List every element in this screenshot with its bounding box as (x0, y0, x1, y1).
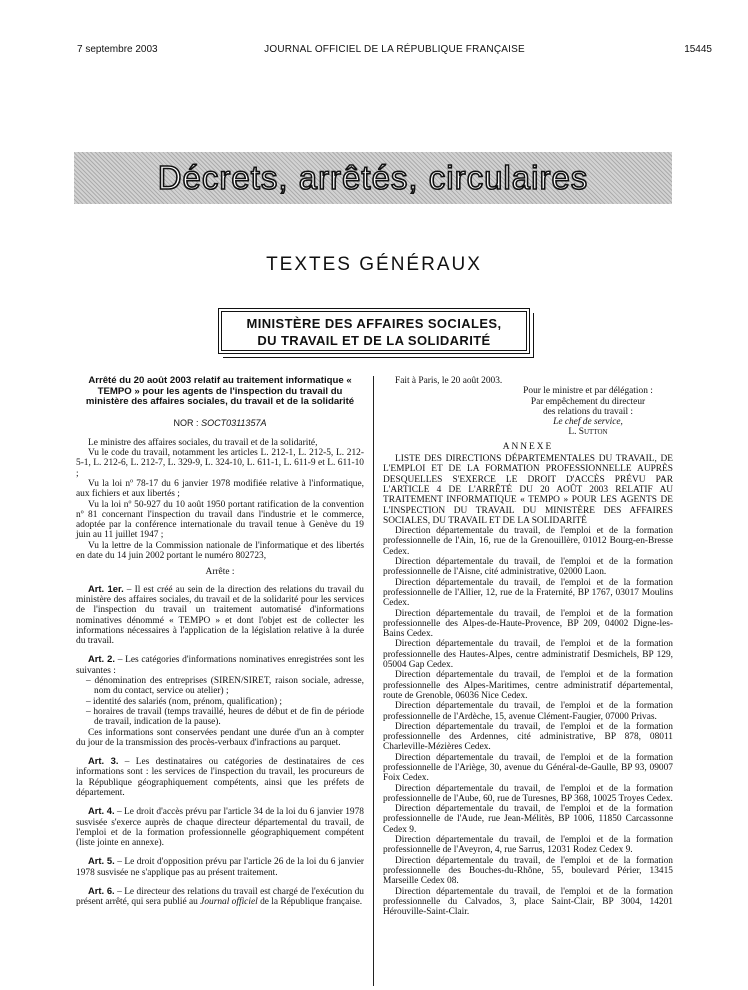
signature-role: Le chef de service, (553, 417, 623, 428)
nor-label: NOR : (173, 417, 199, 428)
article-2-end: Ces informations sont conservées pendant une durée d'un an à compter du jour de la transmission des procès-verbaux d'infractions au parquet. (76, 727, 364, 748)
ministry-box (218, 308, 530, 354)
list-item: – dénomination des entreprises (SIREN/SIRET, raison sociale, adresse, nom du contact, service ou atelier) ; (86, 676, 364, 697)
signature-block (383, 386, 673, 437)
journal-officiel-link-text: Journal officiel (200, 897, 258, 908)
running-header (77, 44, 712, 58)
decree-title: Arrêté du 20 août 2003 relatif au traitement informatique « TEMPO » pour les agents de l'inspection du travail du ministère des affaires sociales, du travail et de la solidarité (85, 375, 355, 407)
article-2-text: – Les catégories d'informations nominatives enregistrées sont les suivantes : (76, 655, 364, 676)
nor-reference (76, 418, 364, 428)
direction-entry: Direction départementale du travail, de l'emploi et de la formation professionnelle du Calvados, 3, place Saint-Clair, BP 3004, 14201 Hérouville-Saint-Clair. (383, 886, 673, 918)
direction-entry: Direction départementale du travail, de l'emploi et de la formation professionnelle des Bouches-du-Rhône, 55, boulevard Périer, 13415 Marseille Cedex 08. (383, 855, 673, 887)
article-4 (76, 806, 364, 848)
article-1 (76, 584, 364, 647)
signature-line: Par empêchement du directeur (530, 396, 646, 407)
article-2-list (76, 676, 364, 727)
article-6-text-b: de la République française. (257, 897, 363, 908)
article-6-label: Art. 6. (88, 885, 115, 897)
ministry-line-1: MINISTÈRE DES AFFAIRES SOCIALES, (246, 316, 502, 331)
ministry-line-2: DU TRAVAIL ET DE LA SOLIDARITÉ (257, 333, 491, 348)
header-journal-title: JOURNAL OFFICIEL DE LA RÉPUBLIQUE FRANÇAISE (264, 44, 525, 55)
article-5-label: Art. 5. (88, 855, 115, 867)
article-1-text: – Il est créé au sein de la direction des relations du travail du ministère des affaires sociales, du travail et de la solidarité pour les services de l'inspection du travail un traitement automatisé d'informations nominatives dénommé « TEMPO » et dont l'objet est de collecter les informations nécessaires à l'application de la législation relative à la durée du travail. (76, 584, 364, 647)
header-date: 7 septembre 2003 (77, 44, 158, 55)
header-page-number: 15445 (684, 44, 712, 55)
intro-paragraph: Vu la loi nº 50-927 du 10 août 1950 portant ratification de la convention nº 81 concernant l'inspection du travail dans l'industrie et le commerce, adoptée par la conférence internationale du travail tenue à Genève du 19 juin au 11 juillet 1947 ; (76, 499, 364, 541)
arrete-heading: Arrête : (205, 567, 235, 578)
article-4-label: Art. 4. (88, 805, 115, 817)
annexe-heading: ANNEXE (502, 441, 554, 452)
article-3-text: – Les destinataires ou catégories de destinataires de ces informations sont : les services de l'inspection du travail, les procureurs de la République géographiquement compétents, ainsi que les préfets de département. (76, 757, 364, 798)
article-3-label: Art. 3. (88, 755, 119, 767)
direction-entry: Direction départementale du travail, de l'emploi et de la formation professionnelle de l'Aude, rue Jean-Mélitès, BP 1006, 11850 Carcassonne Cedex 9. (383, 804, 673, 835)
direction-entry: Direction départementale du travail, de l'emploi et de la formation professionnelle de l'Ardèche, 15, avenue Clément-Faugier, 07000 Privas. (383, 701, 673, 722)
article-6 (76, 886, 364, 908)
intro-paragraph: Vu la lettre de la Commission nationale de l'informatique et des libertés en date du 14 juin 2002 portant le numéro 802723, (76, 540, 364, 562)
column-divider (373, 376, 374, 986)
direction-entry: Direction départementale du travail, de l'emploi et de la formation professionnelle des Ardennes, cité administrative, BP 878, 08011 Charleville-Mézières Cedex. (383, 721, 673, 753)
annexe-title: LISTE DES DIRECTIONS DÉPARTEMENTALES DU TRAVAIL, DE L'EMPLOI ET DE LA FORMATION PROFESSIONNELLE AUPRÈS DESQUELLES S'EXERCE LE DROIT D'ACCÈS PRÉVU PAR L'ARTICLE 4 DE L'ARRÊTÉ DU 20 AOÛT 2003 RELATIF AU TRAITEMENT INFORMATIQUE « TEMPO » POUR LES AGENTS DE L'INSPECTION DU TRAVAIL DU MINISTÈRE DES AFFAIRES SOCIALES, DU TRAVAIL ET DE LA SOLIDARITÉ (383, 454, 673, 526)
intro-paragraph: Vu la loi nº 78-17 du 6 janvier 1978 modifiée relative à l'informatique, aux fichiers et aux libertés ; (76, 478, 364, 500)
rubric-banner-text: Décrets, arrêtés, circulaires (157, 159, 589, 196)
intro-paragraph: Le ministre des affaires sociales, du travail et de la solidarité, (88, 437, 318, 448)
article-6-text-a: – Le directeur des relations du travail est chargé de l'exécution du présent arrêté, qui sera publié au (76, 887, 364, 908)
list-item: – identité des salariés (nom, prénom, qualification) ; (86, 696, 283, 707)
direction-entry: Direction départementale du travail, de l'emploi et de la formation professionnelle des Hautes-Alpes, centre administratif Desmichels, BP 129, 05004 Gap Cedex. (383, 639, 673, 671)
direction-entry: Direction départementale du travail, de l'emploi et de la formation professionnelle de l'Ariège, 30, avenue du Général-de-Gaulle, BP 93, 09007 Foix Cedex. (383, 752, 673, 784)
signature-line: des relations du travail : (542, 406, 634, 417)
list-item: – horaires de travail (temps travaillé, heures de début et de fin de période de travail, indication de la pause). (86, 706, 364, 728)
signature-line: Pour le ministre et par délégation : (523, 386, 653, 397)
nor-value: SOCT0311357A (201, 417, 267, 428)
rubric-banner (74, 152, 672, 204)
article-5 (76, 856, 364, 878)
direction-entry: Direction départementale du travail, de l'emploi et de la formation professionnelle de l'Aube, 60, rue de Turesnes, BP 368, 10025 Troyes Cedex. (383, 783, 673, 804)
direction-entry: Direction départementale du travail, de l'emploi et de la formation professionnelle de l'Aveyron, 4, rue Sarrus, 12031 Rodez Cedex 9. (383, 835, 673, 856)
article-5-text: – Le droit d'opposition prévu par l'article 26 de la loi du 6 janvier 1978 susvisée ne s'applique pas au présent traitement. (76, 857, 364, 878)
direction-entry: Direction départementale du travail, de l'emploi et de la formation professionnelle de l'Ain, 16, rue de la Grenouillère, 01012 Bourg-en-Bresse Cedex. (383, 526, 673, 557)
article-3 (76, 756, 364, 798)
left-column (76, 376, 364, 908)
right-column (383, 376, 673, 917)
article-2-label: Art. 2. (88, 653, 115, 665)
article-1-label: Art. 1er. (88, 582, 124, 594)
direction-entry: Direction départementale du travail, de l'emploi et de la formation professionnelle des Alpes-de-Haute-Provence, BP 209, 04002 Digne-les-Bains Cedex. (383, 608, 673, 640)
section-heading: TEXTES GÉNÉRAUX (266, 254, 482, 275)
direction-entry: Direction départementale du travail, de l'emploi et de la formation professionnelle de l'Allier, 12, rue de la Fraternité, BP 1767, 03017 Moulins Cedex. (383, 577, 673, 609)
article-4-text: – Le droit d'accès prévu par l'article 34 de la loi du 6 janvier 1978 susvisée s'exerce auprès de chaque directeur départemental du travail, de l'emploi et de la formation professionnelle géographiquement compétent (liste jointe en annexe). (76, 807, 364, 849)
signature-name: L. Sutton (568, 427, 608, 438)
direction-entry: Direction départementale du travail, de l'emploi et de la formation professionnelle de l'Aisne, cité administrative, 02000 Laon. (383, 557, 673, 578)
intro-paragraph: Vu le code du travail, notamment les articles L. 212-1, L. 212-5, L. 212-5-1, L. 212-6, L. 212-7, L. 329-9, L. 324-10, L. 611-1, L. 611-9 et L. 611-10 ; (76, 448, 364, 479)
signature-place-date: Fait à Paris, le 20 août 2003. (395, 376, 503, 386)
direction-entry: Direction départementale du travail, de l'emploi et de la formation professionnelle des Alpes-Maritimes, centre administratif départemental, route de Grenoble, 06036 Nice Cedex. (383, 670, 673, 701)
article-2 (76, 654, 364, 676)
